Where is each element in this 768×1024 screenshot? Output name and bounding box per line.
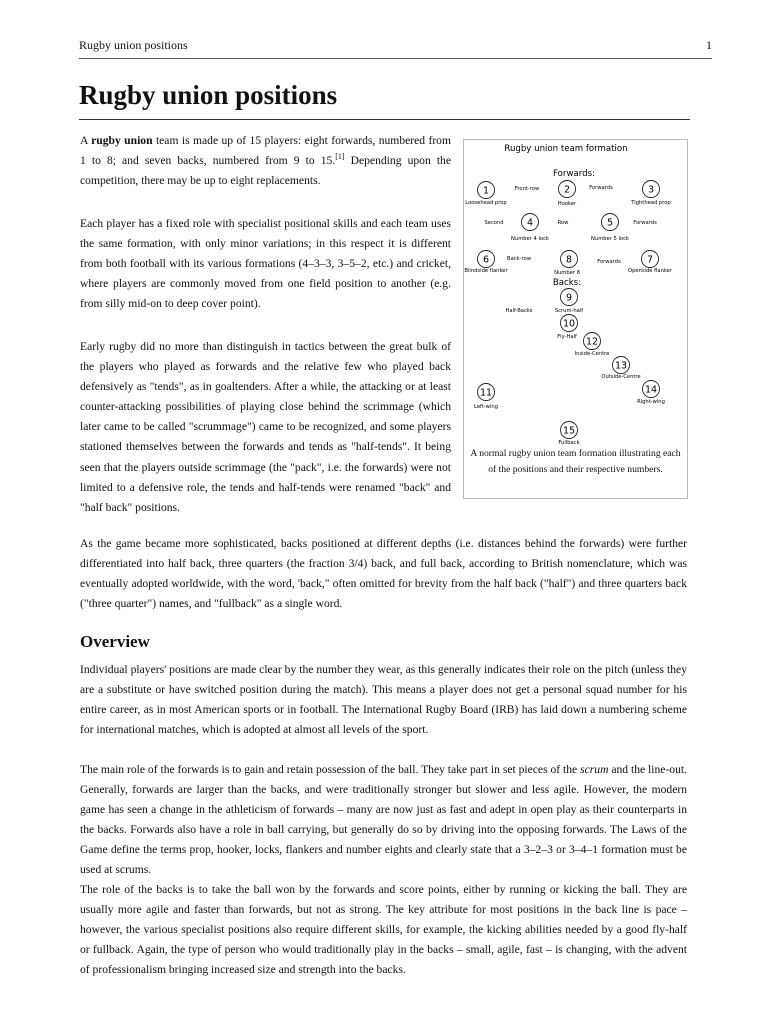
player-8 [554, 251, 580, 277]
player-5-number: 5 [606, 217, 614, 229]
player-6-label: Blindside flanker [464, 268, 508, 274]
player-11-number: 11 [479, 387, 493, 399]
player-6 [464, 251, 508, 275]
player-4-number: 4 [526, 217, 534, 229]
player-14-label: Right-wing [637, 399, 665, 405]
player-4-label: Number 4 lock [511, 236, 549, 242]
player-14 [637, 381, 665, 406]
second-label: Second [484, 220, 504, 226]
player-8-number: 8 [565, 254, 573, 266]
intro-paragraph-2: Each player has a fixed role with specialist positional skills and each team uses the same formation, with only minor variations; in this respect it is different from both football with its various formations (4–3–3, 3–5–2, etc.) and cricket, where players are commonly moved from one field position to another (e.g. from silly mid-on to deep cover point). [80, 217, 451, 311]
player-9 [555, 289, 583, 315]
page-title: Rugby union positions [79, 80, 690, 120]
intro-paragraph-4: As the game became more sophisticated, backs positioned at different depths (i.e. distances behind the forwards) were further differentiated into half back, three quarters (the fraction 3/4) back, and full back, according to British nomenclature, which was eventually adopted worldwide, with the word, 'back," often omitted for brevity from the half back ("half") and three quarters back ("three quarter") names, and "fullback" as a single word. [80, 537, 687, 611]
running-header [79, 38, 712, 59]
player-3-number: 3 [647, 184, 655, 196]
player-13 [601, 357, 640, 381]
overview-paragraph-3: The role of the backs is to take the ball won by the forwards and score points, either by running or kicking the ball. They are usually more agile and faster than forwards, but not as strong. The key attribute for most positions in the back line is pace – however, the various specialist positions also require different skills, for example, the kicking abilities needed by a good fly-half or fullback. Again, the type of person who would traditionally play in the backs – small, agile, fast – is changing, with the advent of professionalism bringing increased size and strength into the backs. [80, 883, 687, 977]
player-7 [628, 251, 673, 275]
player-13-number: 13 [614, 360, 628, 372]
player-11-label: Left-wing [474, 404, 498, 410]
player-6-number: 6 [482, 254, 490, 266]
row-label: Row [557, 220, 569, 226]
player-1-number: 1 [482, 185, 490, 197]
player-12-label: Inside-Centre [574, 351, 610, 357]
player-2-label: Hooker [557, 201, 577, 207]
player-9-number: 9 [565, 292, 573, 304]
back-row-label: Back-row [507, 256, 531, 262]
player-12-number: 12 [585, 336, 599, 348]
player-11 [474, 384, 498, 411]
formation-figure [463, 139, 688, 499]
player-15 [558, 422, 579, 447]
overview-paragraph-2: The main role of the forwards is to gain and retain possession of the ball. They take part in set pieces of the scrum and the line-out. Generally, forwards are larger than the backs, and were traditionally stronger but slower and less agile. However, the modern game has seen a change in the athleticism of forwards – many are now just as fast and adept in open play as their counterparts in the backs. Forwards also have a role in ball carrying, but generally do so by driving into the opposing forwards. The Laws of the Game define the terms prop, hooker, locks, flankers and number eights and clearly state that a 3–2–3 or 3–4–1 formation must be used at scrums. [80, 763, 688, 877]
player-9-label: Scrum-half [554, 308, 584, 314]
player-13-label: Outside-Centre [601, 374, 641, 380]
forwards-label-1: Forwards [589, 185, 613, 191]
player-3 [630, 181, 671, 207]
player-2-number: 2 [563, 184, 571, 196]
player-2 [558, 181, 577, 208]
player-7-label: Openside flanker [627, 268, 673, 274]
player-5-label: Number 5 lock [591, 236, 629, 242]
player-5 [591, 214, 629, 243]
player-7-number: 7 [646, 254, 654, 266]
figure-caption: A normal rugby union team formation illustrating each of the positions and their respective numbers. [470, 448, 681, 475]
player-10-number: 10 [562, 318, 576, 330]
formation-diagram [464, 140, 687, 498]
player-1-label: Loosehead prop [465, 200, 507, 206]
overview-heading: Overview [80, 632, 150, 651]
diagram-title: Rugby union team formation [504, 144, 628, 154]
player-10-label: Fly-Half [557, 334, 577, 340]
rugby-union-bold: rugby union [91, 134, 153, 147]
player-4 [511, 214, 549, 243]
player-1 [465, 182, 507, 207]
front-row-label: Front-row [514, 186, 540, 192]
half-backs-label: Half-Backs [505, 308, 533, 314]
forwards-label-3: Forwards [597, 259, 621, 265]
scrum-italic: scrum [580, 763, 609, 776]
intro-paragraph-3: Early rugby did no more than distinguish in tactics between the great bulk of the players who played as forwards and the relative few who played back defensively as "tends", as in goaltenders. After a while, the attacking or at least counter-attacking possibilities of playing close behind the scrimmage (which later came to be called "scrummage") came to be recognized, and some players stationed themselves between the forwards and tends as "half-tends". It being seen that the players outside scrimmage (the "pack", i.e. the forwards) were not limited to a defensive role, the tends and half-tends were renamed "back" and "half back" positions. [80, 340, 451, 514]
citation-ref[interactable]: [1] [335, 152, 345, 162]
player-15-number: 15 [562, 425, 576, 437]
overview-paragraph-1: Individual players' positions are made clear by the number they wear, as this generally indicates their role on the pitch (unless they are a substitute or have switched position during the match). This means a player does not get a personal squad number for his entire career, as in most American sports or in football. The International Rugby Board (IRB) has laid down a numbering scheme for international matches, which is adopted at almost all levels of the sport. [80, 663, 687, 737]
player-8-label: Number 8 [554, 270, 580, 276]
intro-paragraph-1: A rugby union team is made up of 15 players: eight forwards, numbered from 1 to 8; and seven backs, numbered from 9 to 15.[1] Depending upon the competition, there may be up to eight replacements. [80, 134, 452, 188]
forwards-label-2: Forwards [633, 220, 657, 226]
player-15-label: Fullback [558, 440, 580, 446]
player-10 [557, 315, 577, 341]
player-12 [575, 333, 610, 358]
page-number: 1 [706, 38, 712, 52]
running-title: Rugby union positions [79, 38, 188, 52]
forwards-heading: Forwards: [553, 169, 595, 179]
backs-heading: Backs: [552, 278, 582, 288]
player-3-label: Tighthead prop [631, 200, 671, 206]
player-14-number: 14 [644, 384, 658, 396]
